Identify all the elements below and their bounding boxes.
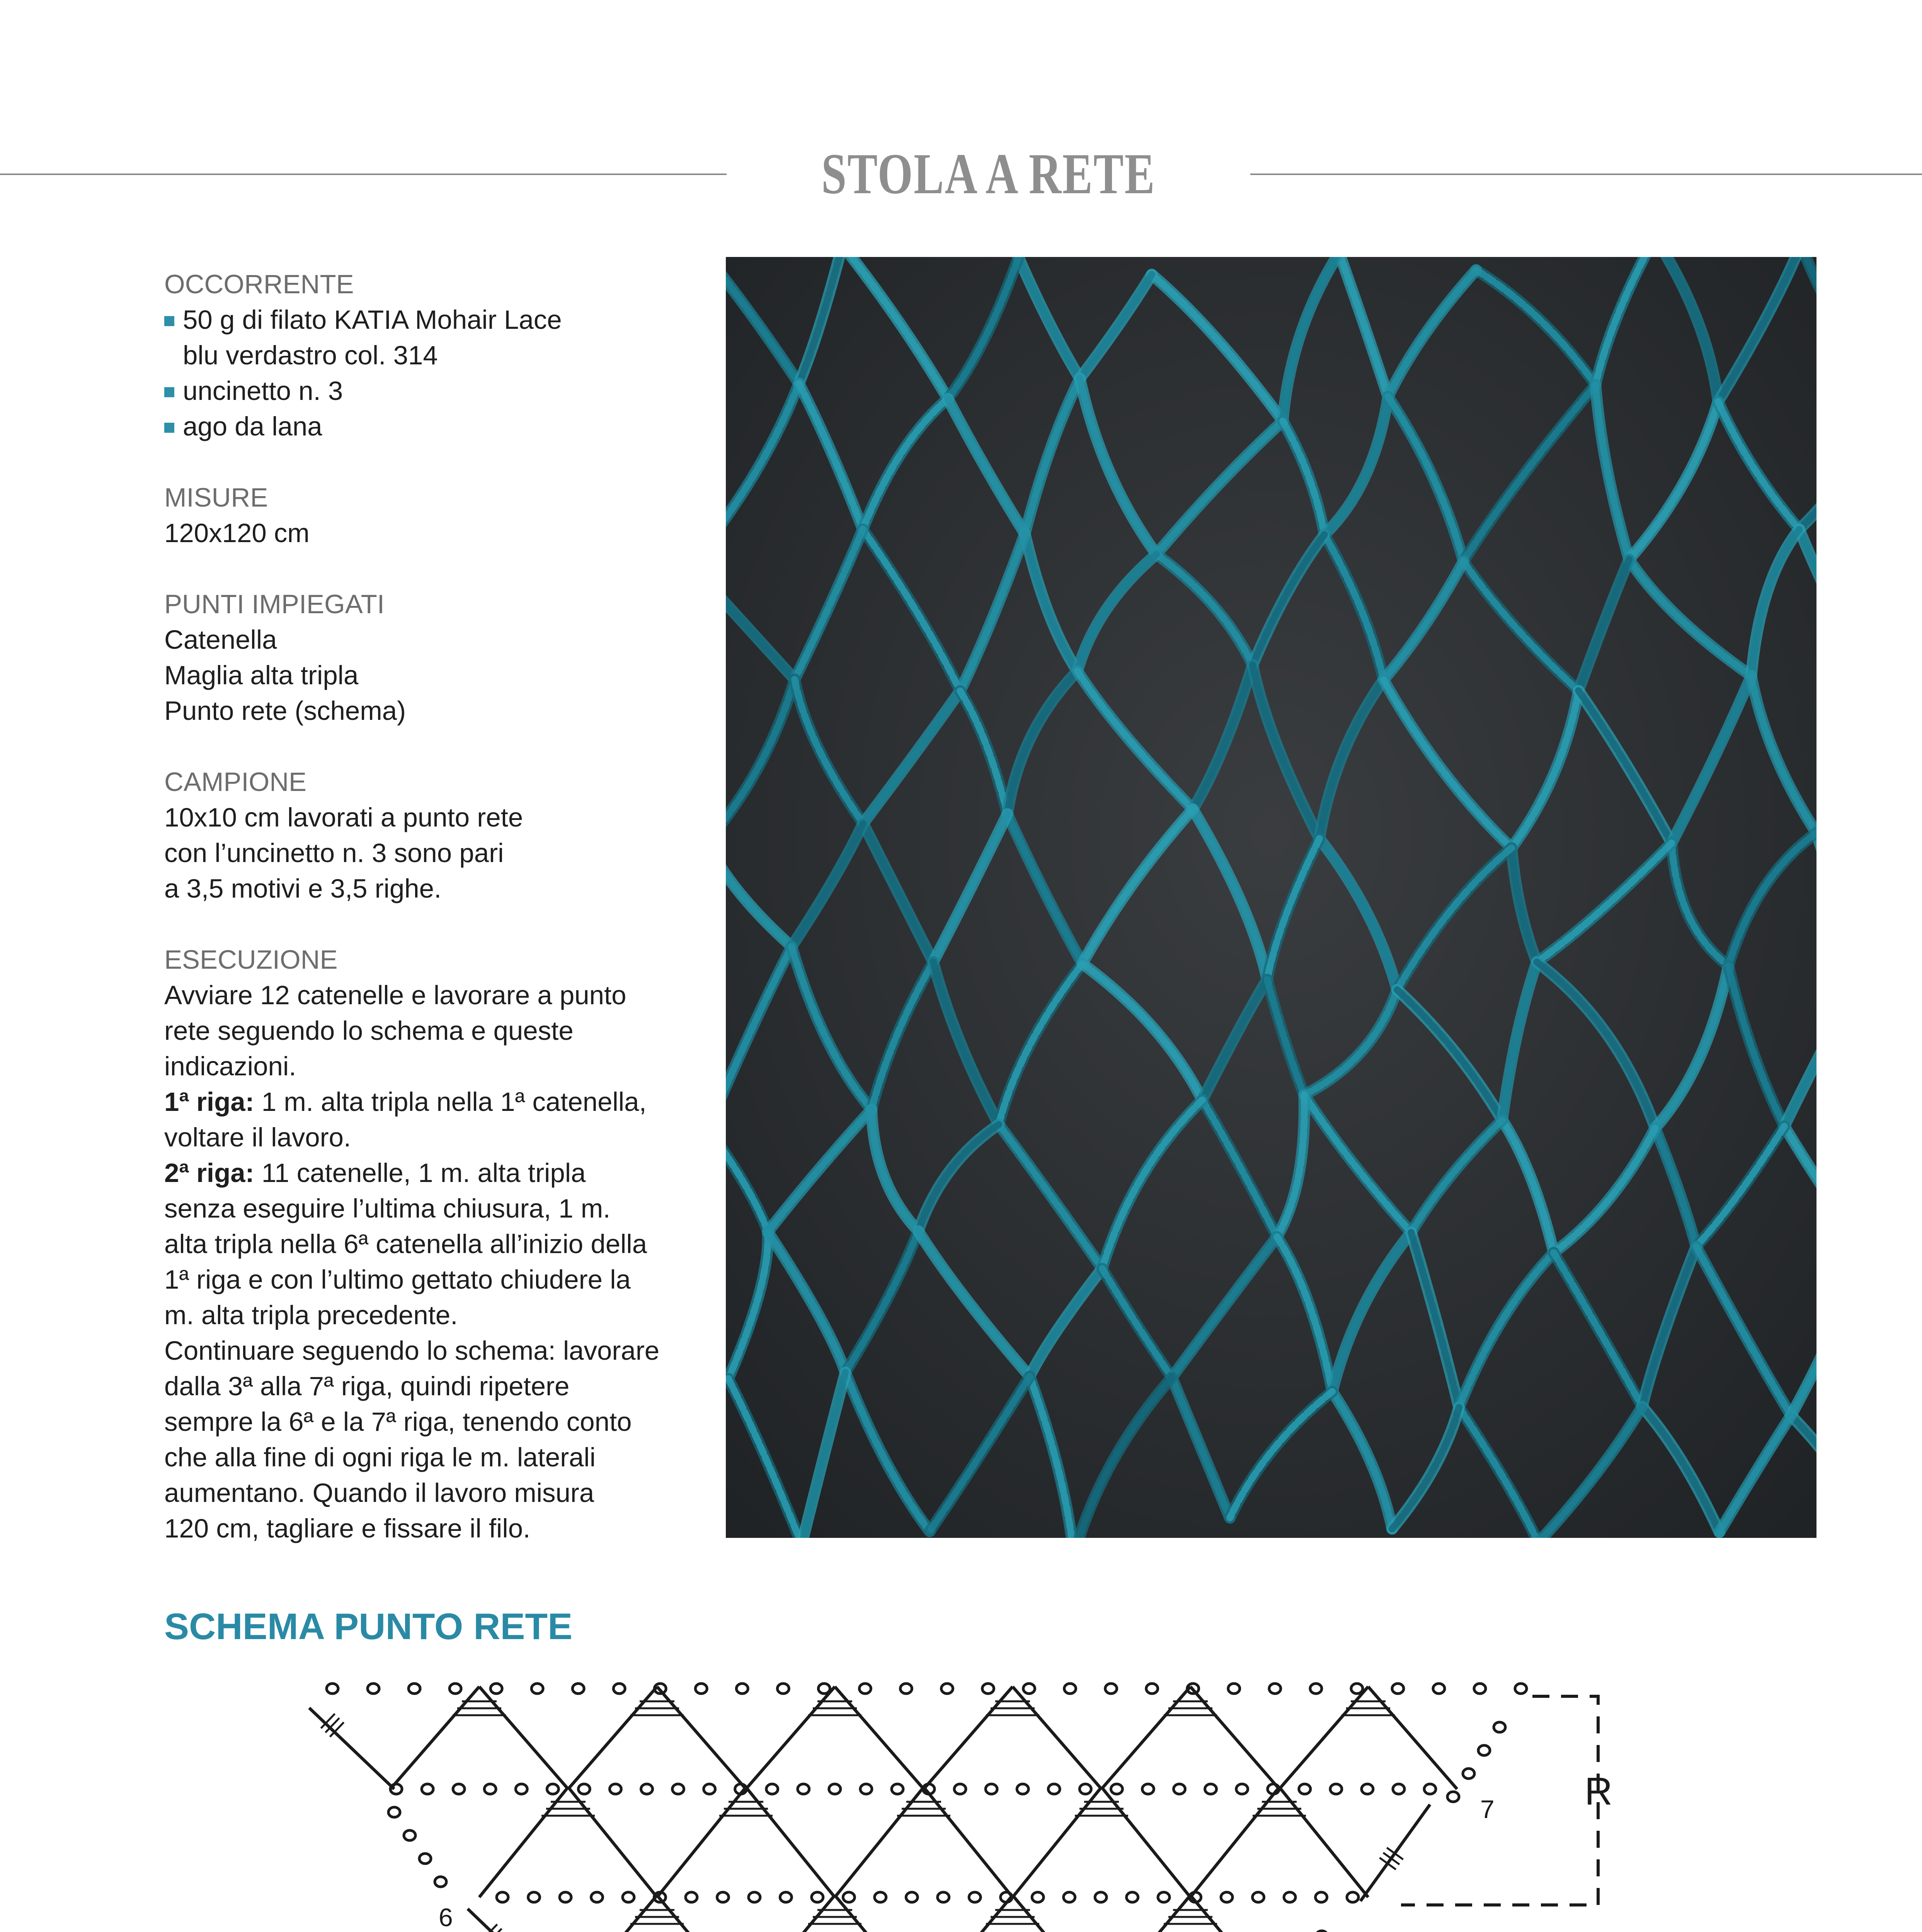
side-stitch bbox=[1360, 1804, 1430, 1901]
chain-stitch bbox=[453, 1784, 465, 1794]
stitch-line bbox=[835, 1687, 924, 1789]
chain-stitch bbox=[531, 1684, 543, 1694]
stitch-item: Catenella bbox=[164, 625, 277, 655]
chain-stitch bbox=[497, 1892, 508, 1902]
section-misure bbox=[164, 480, 705, 551]
stitch-item: Maglia alta tripla bbox=[164, 660, 359, 690]
chain-stitch bbox=[954, 1784, 966, 1794]
stitch-line bbox=[1101, 1787, 1190, 1897]
measure-value: 120x120 cm bbox=[164, 518, 310, 548]
mesh-illustration bbox=[726, 257, 1816, 1538]
instruction-line: 1ª riga e con l’ultimo gettato chiudere la bbox=[164, 1265, 631, 1294]
chain-stitch bbox=[1017, 1784, 1028, 1794]
chain-stitch bbox=[490, 1684, 502, 1694]
stitch-line bbox=[746, 1895, 835, 1932]
chain-stitch bbox=[641, 1784, 652, 1794]
chain-stitch bbox=[1392, 1684, 1404, 1694]
stitch-line bbox=[1101, 1687, 1190, 1789]
chain-stitch bbox=[560, 1892, 571, 1902]
chain-stitch bbox=[812, 1892, 823, 1902]
chain-stitch bbox=[1127, 1892, 1138, 1902]
header-rule-left bbox=[0, 173, 727, 175]
stitch-line bbox=[479, 1787, 568, 1897]
chain-stitch bbox=[1174, 1784, 1185, 1794]
chain-stitch bbox=[1146, 1684, 1158, 1694]
stitch-line bbox=[568, 1687, 657, 1789]
stitch-line bbox=[835, 1787, 924, 1897]
chain-stitch bbox=[1433, 1684, 1445, 1694]
chain-stitch bbox=[591, 1892, 603, 1902]
row-1-label: 1ª riga: bbox=[164, 1087, 254, 1117]
chain-stitch bbox=[327, 1684, 338, 1694]
chain-stitch bbox=[572, 1684, 584, 1694]
chain-stitch bbox=[528, 1892, 540, 1902]
stitch-line bbox=[1190, 1895, 1279, 1932]
chain-stitch bbox=[906, 1892, 918, 1902]
chain-stitch bbox=[1023, 1684, 1035, 1694]
side-stitch bbox=[468, 1909, 564, 1932]
row-2-label: 2ª riga: bbox=[164, 1158, 254, 1188]
chain-stitch bbox=[1190, 1892, 1201, 1902]
instruction-line: 120 cm, tagliare e fissare il filo. bbox=[164, 1514, 531, 1543]
chain-stitch bbox=[1205, 1784, 1217, 1794]
supply-line: uncinetto n. 3 bbox=[183, 376, 343, 406]
chain-stitch bbox=[1253, 1892, 1264, 1902]
section-campione bbox=[164, 764, 705, 906]
stitch-line bbox=[657, 1787, 746, 1897]
instruction-line: rete seguendo lo schema e queste bbox=[164, 1016, 574, 1046]
chain-stitch bbox=[766, 1784, 778, 1794]
chain-stitch bbox=[547, 1784, 558, 1794]
chain-stitch bbox=[578, 1784, 590, 1794]
instruction-line: senza eseguire l’ultima chiusura, 1 m. bbox=[164, 1194, 611, 1223]
chain-stitch bbox=[1111, 1784, 1122, 1794]
chain-stitch bbox=[1347, 1892, 1359, 1902]
chain-stitch bbox=[1515, 1684, 1527, 1694]
stitch-tick bbox=[330, 1722, 344, 1737]
stitch-item: Punto rete (schema) bbox=[164, 696, 406, 726]
chain-stitch bbox=[859, 1684, 871, 1694]
chain-stitch bbox=[1032, 1892, 1044, 1902]
chain-stitch bbox=[1310, 1684, 1322, 1694]
supply-line: ago da lana bbox=[183, 412, 322, 441]
stitch-tick bbox=[325, 1718, 339, 1733]
stitch-line bbox=[1013, 1895, 1101, 1932]
chain-stitch bbox=[1494, 1722, 1505, 1732]
chain-stitch bbox=[686, 1892, 697, 1902]
chain-stitch bbox=[390, 1784, 402, 1794]
supply-line: blu verdastro col. 314 bbox=[183, 340, 438, 370]
stitch-line bbox=[1279, 1787, 1368, 1897]
repeat-label: R bbox=[1585, 1770, 1613, 1813]
chain-stitch bbox=[672, 1784, 684, 1794]
repeat-bracket bbox=[1401, 1696, 1598, 1905]
chart-symbols bbox=[309, 1684, 1527, 1932]
heading-campione: CAMPIONE bbox=[164, 767, 307, 797]
chain-stitch bbox=[1299, 1784, 1311, 1794]
list-item bbox=[164, 302, 705, 373]
chain-stitch bbox=[1424, 1784, 1436, 1794]
stitch-line bbox=[390, 1687, 479, 1789]
stitch-line bbox=[1013, 1787, 1101, 1897]
chain-stitch bbox=[1284, 1892, 1296, 1902]
chain-stitch bbox=[1048, 1784, 1060, 1794]
chain-stitch bbox=[892, 1784, 903, 1794]
chain-stitch bbox=[1362, 1784, 1373, 1794]
gauge-line: a 3,5 motivi e 3,5 righe. bbox=[164, 874, 442, 903]
chain-stitch bbox=[1463, 1769, 1474, 1779]
instruction-line: alta tripla nella 6ª catenella all’inizio della bbox=[164, 1229, 647, 1259]
bullet-icon bbox=[164, 387, 174, 397]
chain-stitch bbox=[749, 1892, 760, 1902]
section-occorrente bbox=[164, 267, 705, 444]
chain-stitch bbox=[1187, 1684, 1199, 1694]
chain-stitch bbox=[843, 1892, 855, 1902]
stitch-line bbox=[746, 1687, 835, 1789]
gauge-line: con l’uncinetto n. 3 sono pari bbox=[164, 838, 504, 868]
chain-stitch bbox=[969, 1892, 981, 1902]
chain-stitch bbox=[613, 1684, 625, 1694]
chain-stitch bbox=[1079, 1784, 1091, 1794]
chain-stitch bbox=[435, 1877, 446, 1887]
chain-stitch bbox=[1393, 1784, 1404, 1794]
row-2-instruction bbox=[164, 1155, 705, 1191]
chain-stitch bbox=[941, 1684, 953, 1694]
stitch-line bbox=[568, 1895, 657, 1932]
chain-stitch bbox=[1330, 1784, 1342, 1794]
stitch-tick bbox=[1380, 1858, 1396, 1869]
chain-stitch bbox=[409, 1684, 420, 1694]
chain-stitch bbox=[717, 1892, 729, 1902]
header-rule-right bbox=[1250, 173, 1922, 175]
heading-punti: PUNTI IMPIEGATI bbox=[164, 589, 385, 619]
chain-stitch bbox=[938, 1892, 949, 1902]
chain-stitch bbox=[404, 1830, 415, 1840]
supply-line: 50 g di filato KATIA Mohair Lace bbox=[183, 305, 562, 335]
stole-photo bbox=[726, 257, 1816, 1538]
chain-stitch bbox=[1236, 1784, 1248, 1794]
row-number-6: 6 bbox=[439, 1903, 453, 1932]
chain-stitch bbox=[695, 1684, 707, 1694]
chain-stitch bbox=[704, 1784, 715, 1794]
stitch-line bbox=[1101, 1895, 1190, 1932]
chain-stitch bbox=[900, 1684, 912, 1694]
instruction-line: sempre la 6ª e la 7ª riga, tenendo conto bbox=[164, 1407, 632, 1437]
stitch-tick bbox=[483, 1924, 497, 1932]
chain-stitch bbox=[735, 1784, 747, 1794]
chain-stitch bbox=[1447, 1792, 1459, 1802]
chain-stitch bbox=[1316, 1892, 1327, 1902]
chain-stitch bbox=[1158, 1892, 1170, 1902]
chain-stitch bbox=[516, 1784, 527, 1794]
chain-stitch bbox=[368, 1684, 379, 1694]
chain-stitch bbox=[818, 1684, 830, 1694]
chain-stitch bbox=[1351, 1684, 1363, 1694]
stitch-tick bbox=[1383, 1853, 1399, 1864]
chain-stitch bbox=[1142, 1784, 1154, 1794]
chain-stitch bbox=[780, 1892, 792, 1902]
chain-stitch bbox=[736, 1684, 748, 1694]
chain-stitch bbox=[1268, 1784, 1279, 1794]
fabric-background bbox=[726, 257, 1816, 1538]
section-punti bbox=[164, 587, 705, 729]
stitch-line bbox=[924, 1895, 1013, 1932]
bullet-icon bbox=[164, 423, 174, 433]
chain-stitch bbox=[1064, 1892, 1075, 1902]
chain-stitch bbox=[1064, 1684, 1076, 1694]
chain-stitch bbox=[609, 1784, 621, 1794]
instruction-line: che alla fine di ogni riga le m. laterali bbox=[164, 1442, 596, 1472]
chain-stitch bbox=[1095, 1892, 1107, 1902]
chain-stitch bbox=[860, 1784, 872, 1794]
instruction-line: Avviare 12 catenelle e lavorare a punto bbox=[164, 980, 626, 1010]
chain-stitch bbox=[623, 1892, 634, 1902]
stitch-line bbox=[568, 1787, 657, 1897]
schema-title: SCHEMA PUNTO RETE bbox=[164, 1606, 573, 1647]
stitch-line bbox=[657, 1895, 746, 1932]
chain-stitch bbox=[388, 1807, 400, 1817]
side-stitch bbox=[309, 1708, 394, 1789]
chain-stitch bbox=[1269, 1684, 1281, 1694]
row-1-instruction bbox=[164, 1084, 705, 1120]
instruction-line: m. alta tripla precedente. bbox=[164, 1300, 458, 1330]
stitch-tick bbox=[488, 1929, 502, 1932]
stitch-line bbox=[1190, 1787, 1279, 1897]
chain-stitch bbox=[1474, 1684, 1486, 1694]
chain-stitch bbox=[1001, 1892, 1012, 1902]
stitch-line bbox=[657, 1687, 746, 1789]
row-number-labels bbox=[439, 1795, 1495, 1932]
row-number-7: 7 bbox=[1480, 1795, 1495, 1823]
chain-stitch bbox=[923, 1784, 935, 1794]
gauge-line: 10x10 cm lavorati a punto rete bbox=[164, 803, 523, 832]
stitch-line bbox=[1013, 1687, 1101, 1789]
chain-stitch bbox=[986, 1784, 997, 1794]
stitch-line bbox=[1279, 1687, 1368, 1789]
instruction-line: indicazioni. bbox=[164, 1051, 296, 1081]
stitch-line bbox=[479, 1687, 568, 1789]
heading-occorrente: OCCORRENTE bbox=[164, 269, 354, 299]
stitch-line bbox=[835, 1895, 924, 1932]
chain-stitch bbox=[829, 1784, 841, 1794]
chain-stitch bbox=[422, 1784, 433, 1794]
chain-stitch bbox=[484, 1784, 496, 1794]
chain-stitch bbox=[777, 1684, 789, 1694]
chain-stitch bbox=[654, 1892, 666, 1902]
chain-stitch bbox=[1105, 1684, 1117, 1694]
bullet-icon bbox=[164, 316, 174, 326]
stitch-line bbox=[1190, 1687, 1279, 1789]
heading-esecuzione: ESECUZIONE bbox=[164, 945, 338, 975]
heading-misure: MISURE bbox=[164, 483, 268, 512]
stitch-line bbox=[924, 1687, 1013, 1789]
chain-stitch bbox=[449, 1684, 461, 1694]
instruction-line: aumentano. Quando il lavoro misura bbox=[164, 1478, 594, 1508]
stitch-tick bbox=[1387, 1848, 1403, 1859]
stitch-tick bbox=[321, 1714, 335, 1728]
chain-stitch bbox=[1221, 1892, 1233, 1902]
chain-stitch bbox=[1228, 1684, 1240, 1694]
instruction-text: 11 catenelle, 1 m. alta tripla bbox=[254, 1158, 586, 1188]
chain-stitch bbox=[875, 1892, 886, 1902]
chain-stitch bbox=[982, 1684, 994, 1694]
instruction-line: Continuare seguendo lo schema: lavorare bbox=[164, 1336, 660, 1366]
instruction-line: dalla 3ª alla 7ª riga, quindi ripetere bbox=[164, 1371, 570, 1401]
chain-stitch bbox=[798, 1784, 809, 1794]
instructions-column bbox=[164, 267, 705, 1582]
chain-stitch bbox=[654, 1684, 666, 1694]
list-item bbox=[164, 373, 705, 409]
chain-stitch bbox=[1478, 1745, 1490, 1755]
page-title: STOLA A RETE bbox=[821, 142, 1156, 206]
instruction-line: voltare il lavoro. bbox=[164, 1122, 351, 1152]
stitch-line bbox=[924, 1787, 1013, 1897]
list-item bbox=[164, 409, 705, 444]
instruction-text: 1 m. alta tripla nella 1ª catenella, bbox=[254, 1087, 647, 1117]
stitch-line bbox=[1368, 1687, 1457, 1789]
section-esecuzione bbox=[164, 942, 705, 1546]
stitch-line bbox=[746, 1787, 835, 1897]
chain-stitch bbox=[419, 1854, 431, 1864]
